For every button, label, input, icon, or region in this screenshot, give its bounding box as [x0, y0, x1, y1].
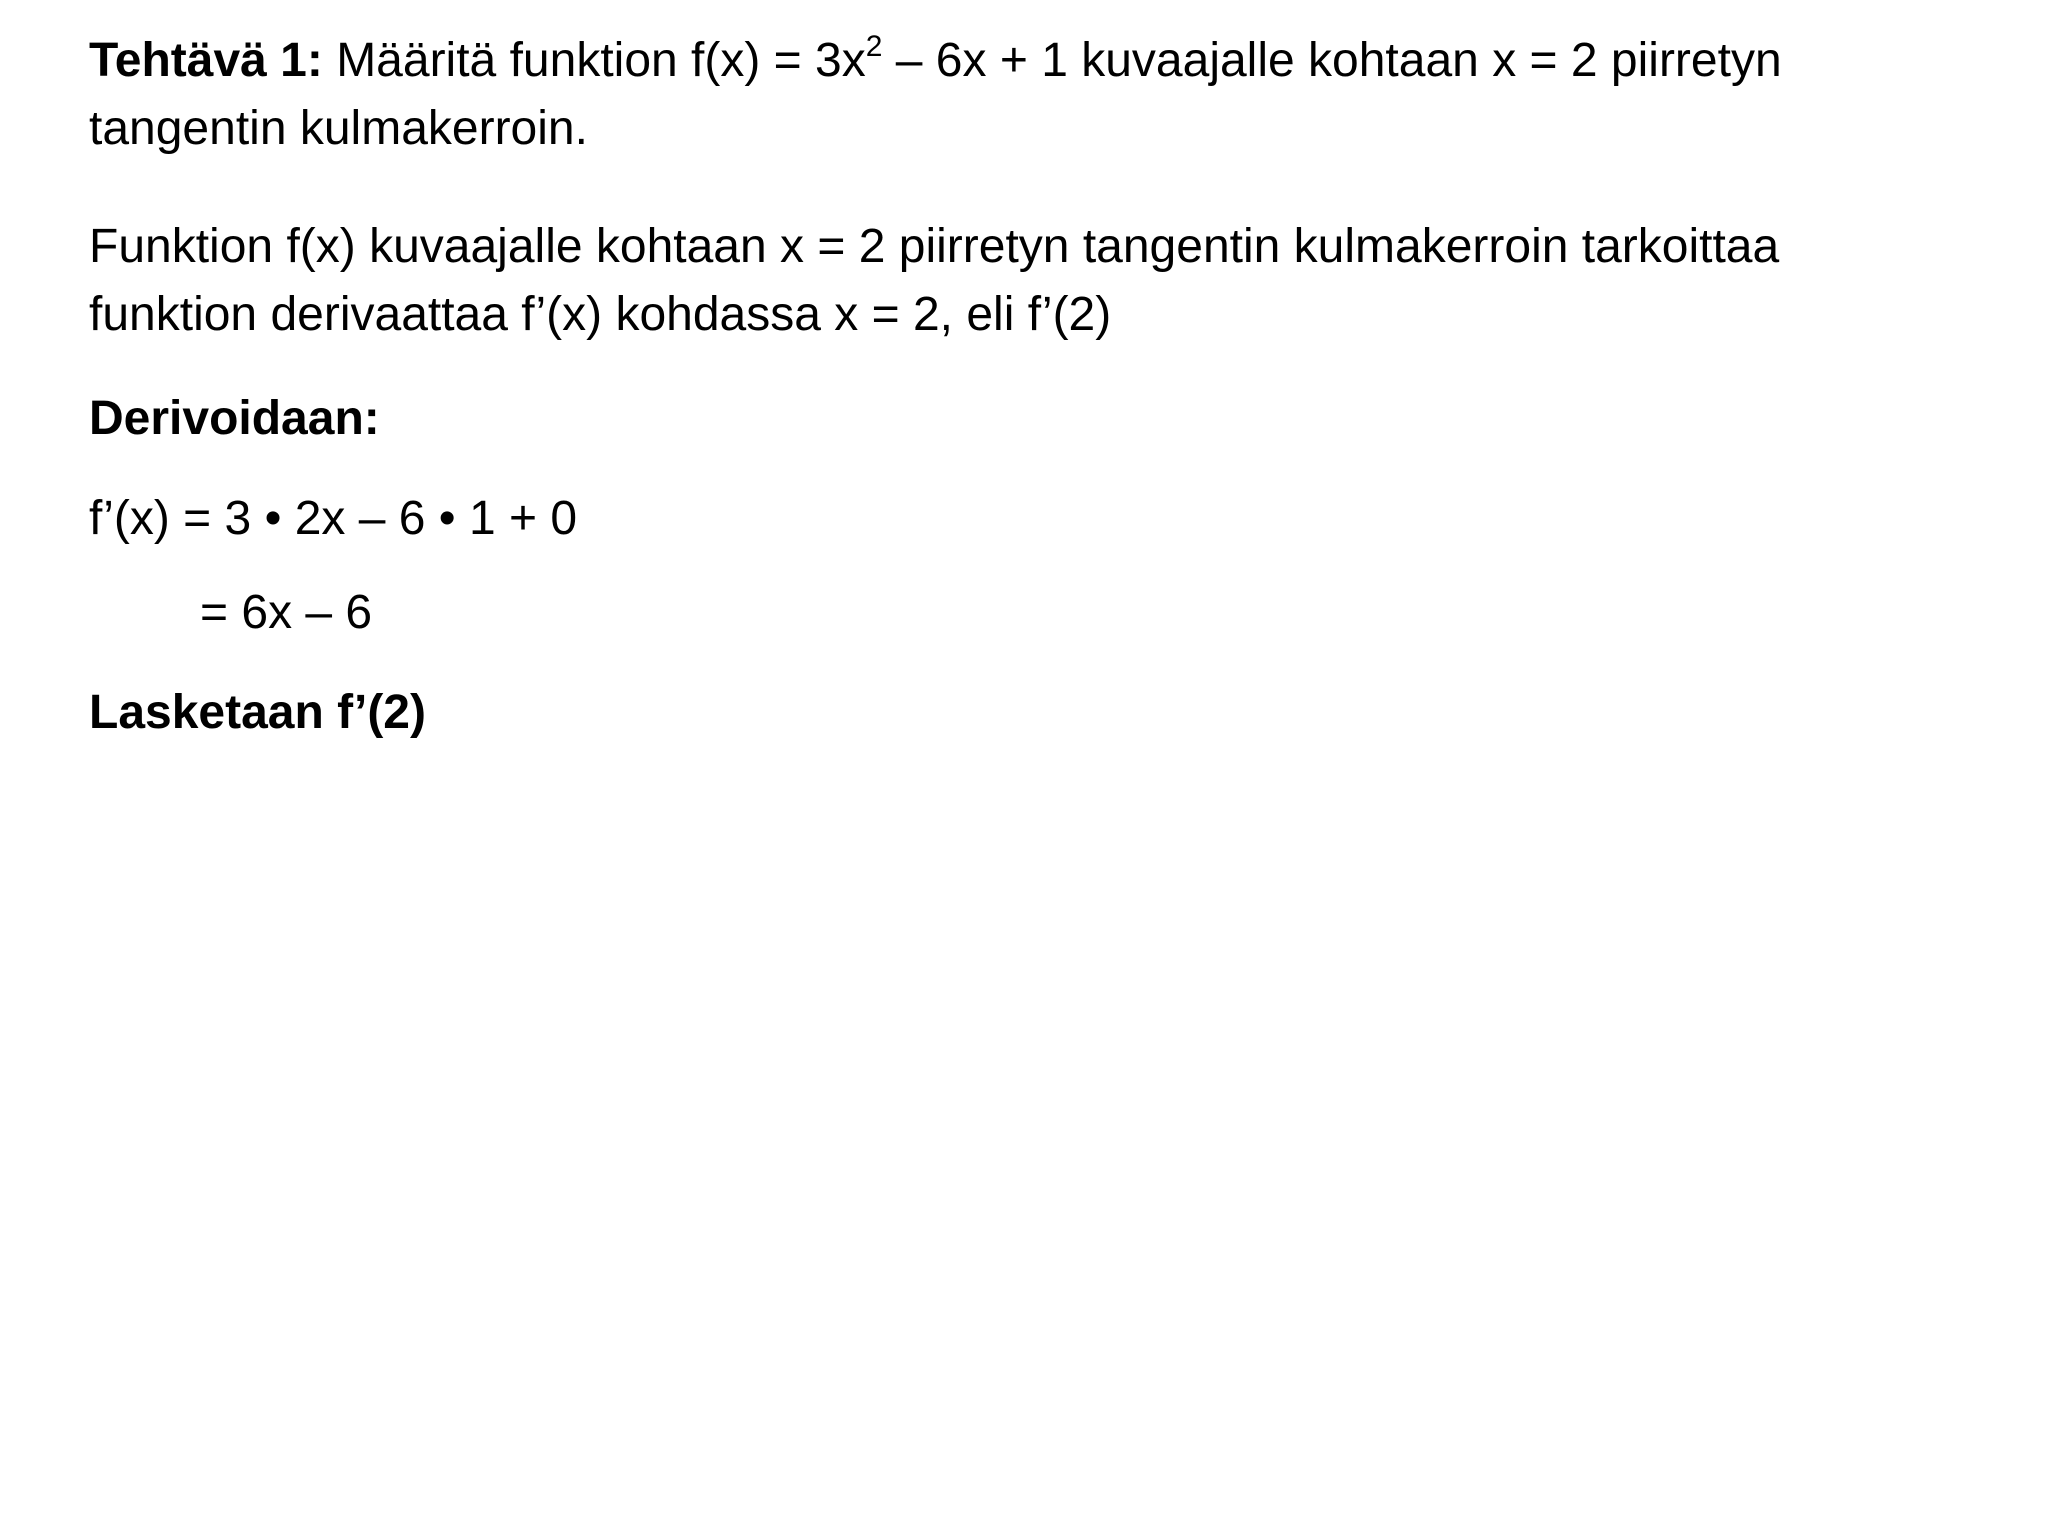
derivative-heading: Derivoidaan:: [89, 392, 380, 445]
task-text-part1: Määritä funktion f(x) = 3x: [322, 34, 866, 87]
task-text-part2: – 6x + 1 kuvaajalle kohtaan x = 2 piirretyn: [882, 34, 1782, 87]
derivative-step-1: f’(x) = 3 • 2x – 6 • 1 + 0: [89, 492, 578, 545]
derivative-step-2: = 6x – 6: [200, 586, 373, 639]
task-statement-line-1: [89, 28, 1782, 94]
task-statement-line-2: tangentin kulmakerroin.: [89, 102, 588, 155]
explanation-line-1: Funktion f(x) kuvaajalle kohtaan x = 2 piirretyn tangentin kulmakerroin tarkoittaa: [89, 220, 1780, 273]
evaluate-heading: Lasketaan f’(2): [89, 686, 426, 739]
task-exponent: 2: [865, 30, 883, 63]
explanation-line-2: funktion derivaattaa f’(x) kohdassa x = 2, eli f’(2): [89, 288, 1112, 341]
task-label: Tehtävä 1:: [89, 34, 323, 87]
